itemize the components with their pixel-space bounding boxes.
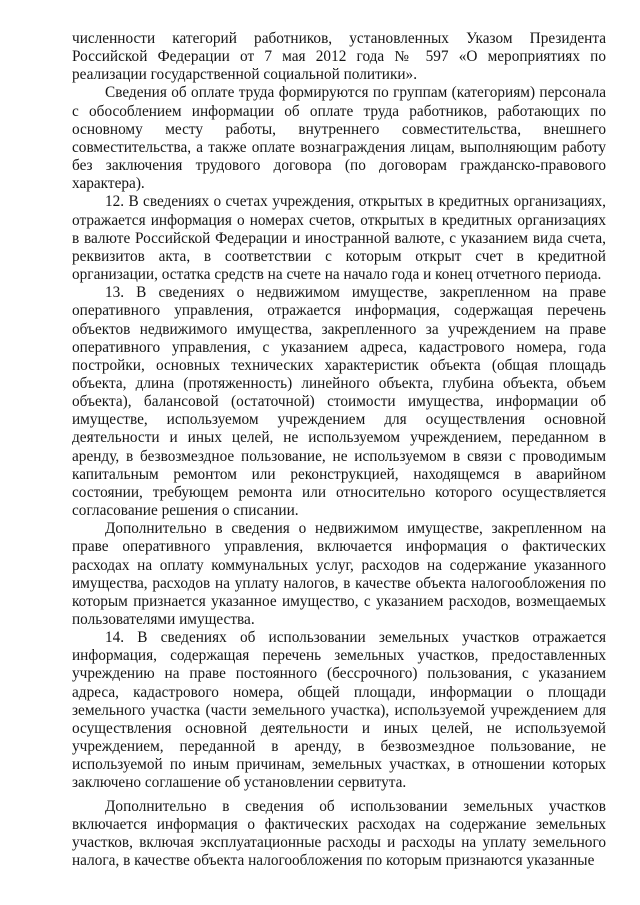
paragraph-real-estate-expenses: Дополнительно в сведения о недвижимом имуществе, закрепленном на праве оперативного управления, включается информация о фактических расходах на оплату коммунальных услуг, расходов на содержание указанного имущества, расходов на уплату налогов, в качестве объекта налогообложения по которым признается указанное имущество, с указанием расходов, возмещаемых пользователями имущества. xyxy=(72,520,606,628)
paragraph-14-land-plots: 14. В сведениях об использовании земельных участков отражается информация, содержащая перечень земельных участков, предоставленных учреждению на праве постоянного (бессрочного) пользования, с указанием адреса, кадастрового номера, общей площади, информации о площади земельного участка (части земельного участка), используемой учреждением для осуществления основной деятельности и иных целей, не используемой учреждением, переданной в аренду, в безвозмездное пользование, не используемой по иным причинам, земельных участках, в отношении которых заключено соглашение об установлении сервитута. xyxy=(72,629,606,792)
paragraph-12-bank-accounts: 12. В сведениях о счетах учреждения, открытых в кредитных организациях, отражается информация о номерах счетов, открытых в кредитных организациях в валюте Российской Федерации и иностранной валюте, с указанием вида счета, реквизитов акта, в соответствии с которым открыт счет в кредитной организации, остатка средств на счете на начало года и конец отчетного периода. xyxy=(72,193,606,284)
paragraph-land-expenses: Дополнительно в сведения об использовании земельных участков включается информация о фактических расходах на содержание земельных участков, включая эксплуатационные расходы и расходы на уплату земельного налога, в качестве объекта налогообложения по которым признаются указанные xyxy=(72,797,606,870)
paragraph-13-real-estate: 13. В сведениях о недвижимом имуществе, закрепленном на праве оперативного управления, отражается информация, содержащая перечень объектов недвижимого имущества, закрепленного за учреждением на праве оперативного управления, с указанием адреса, кадастрового номера, года постройки, основных технических характеристик объекта (общая площадь объекта, длина (протяженность) линейного объекта, глубина объекта, объем объекта), балансовой (остаточной) стоимости имущества, информации об имуществе, используемом учреждением для осуществления основной деятельности и иных целей, не используемом учреждением, переданном в аренду, в безвозмездное пользование, не используемом в связи с проводимым капитальным ремонтом или реконструкцией, находящемся в аварийном состоянии, требующем ремонта или относительно которого осуществляется согласование решения о списании. xyxy=(72,284,606,520)
paragraph-continuation: численности категорий работников, установленных Указом Президента Российской Федерации от 7 мая 2012 года № 597 «О мероприятиях по реализации государственной социальной политики». xyxy=(72,30,606,84)
document-text xyxy=(72,30,606,870)
paragraph-payroll-info: Сведения об оплате труда формируются по группам (категориям) персонала с обособлением информации об оплате труда работников, работающих по основному месту работы, внутреннего совместительства, внешнего совместительства, а также оплате вознаграждения лицам, выполняющим работу без заключения трудового договора (по договорам гражданско-правового характера). xyxy=(72,84,606,193)
